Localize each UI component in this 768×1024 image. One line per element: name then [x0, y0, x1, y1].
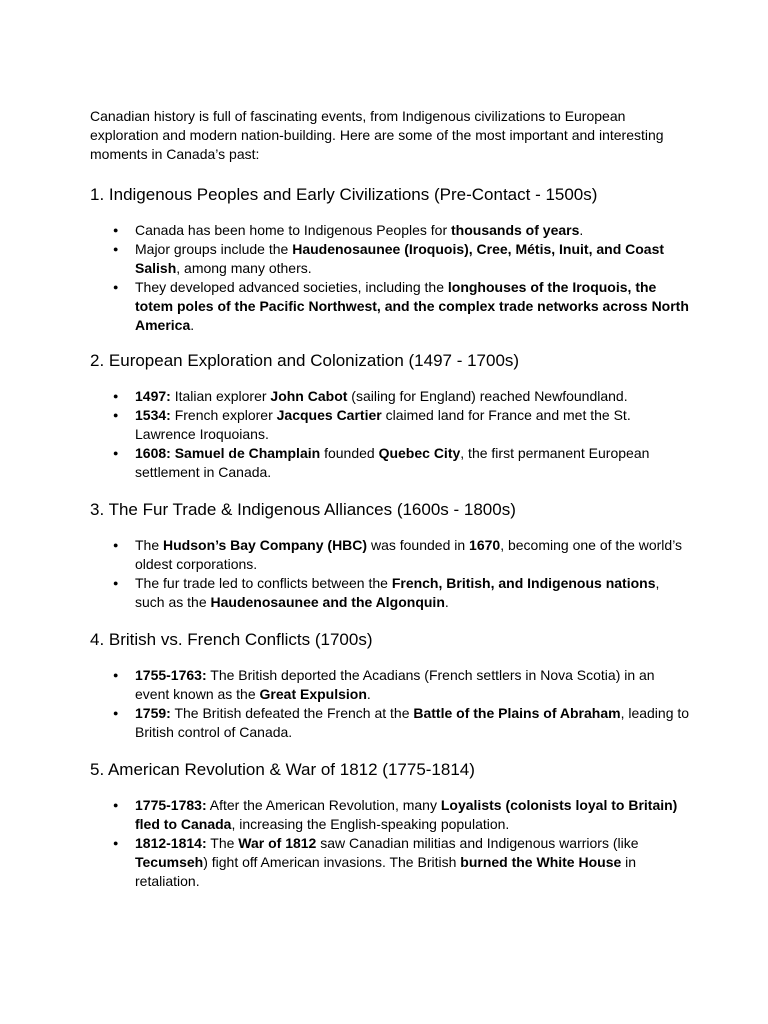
text-run: The [206, 835, 239, 851]
section-1-list [90, 221, 690, 335]
bold-text: 1534: [135, 407, 171, 423]
text-run: (sailing for England) reached Newfoundland. [347, 388, 628, 404]
text-run: , such as the [135, 575, 660, 610]
section-2-heading: 2. European Exploration and Colonization (1497 - 1700s) [90, 351, 520, 370]
text-run: The fur trade led to conflicts between the [135, 575, 392, 591]
text-run: French explorer [170, 407, 277, 423]
list-item [90, 240, 690, 278]
text-run: Canada has been home to Indigenous Peoples for [135, 222, 452, 238]
list-item [90, 278, 690, 335]
text-run: , among many others. [176, 260, 312, 276]
list-item [90, 666, 690, 704]
bold-text: War of 1812 [238, 835, 317, 851]
bold-text: 1775-1783: [135, 797, 207, 813]
bold-text: Great Expulsion [259, 686, 367, 702]
bold-text: longhouses of the Iroquois, the totem poles of the Pacific Northwest, and the complex trade networks across North America [135, 279, 689, 333]
bold-text: 1755-1763: [135, 667, 207, 683]
text-run: The [135, 537, 164, 553]
section-1-heading: 1. Indigenous Peoples and Early Civilizations (Pre-Contact - 1500s) [90, 185, 598, 204]
list-item [90, 574, 690, 612]
text-run: Italian explorer [170, 388, 271, 404]
bold-text: 1812-1814: [135, 835, 207, 851]
intro-paragraph: Canadian history is full of fascinating events, from Indigenous civilizations to European exploration and modern nation-building. Here are some of the most important and interesting moments in Canada’s past: [90, 108, 664, 162]
list-item [90, 221, 690, 240]
bold-text: John Cabot [270, 388, 348, 404]
text-run: Major groups include the [135, 241, 293, 257]
bold-text: Haudenosaunee and the Algonquin [210, 594, 445, 610]
bold-text: 1497: [135, 388, 171, 404]
bold-text: Hudson’s Bay Company (HBC) [163, 537, 368, 553]
text-run: . [579, 222, 584, 238]
list-item [90, 536, 690, 574]
text-run: The British defeated the French at the [170, 705, 414, 721]
bold-text: 1608: Samuel de Champlain [135, 445, 321, 461]
section-5-heading: 5. American Revolution & War of 1812 (1775-1814) [90, 760, 475, 779]
bold-text: burned the White House [460, 854, 622, 870]
text-run: claimed land for France and met the St. Lawrence Iroquoians. [135, 407, 631, 442]
bold-text: Battle of the Plains of Abraham [413, 705, 621, 721]
list-item [90, 834, 690, 891]
text-run: , becoming one of the world’s oldest corporations. [135, 537, 683, 572]
bold-text: Loyalists (colonists loyal to Britain) fled to Canada [135, 797, 678, 832]
text-run: , leading to British control of Canada. [135, 705, 690, 740]
text-run: . [366, 686, 371, 702]
text-run: They developed advanced societies, including the [135, 279, 448, 295]
bold-text: Tecumseh [135, 854, 204, 870]
list-item [90, 406, 690, 444]
list-item [90, 387, 690, 406]
document-page [90, 107, 690, 891]
bold-text: Haudenosaunee (Iroquois), Cree, Métis, Inuit, and Coast Salish [135, 241, 665, 276]
text-run: After the American Revolution, many [206, 797, 441, 813]
text-run: saw Canadian militias and Indigenous warriors (like [316, 835, 639, 851]
section-3-heading: 3. The Fur Trade & Indigenous Alliances (1600s - 1800s) [90, 500, 516, 519]
bold-text: 1670 [469, 537, 501, 553]
text-run: in retaliation. [135, 854, 637, 889]
section-5-list [90, 796, 690, 891]
bold-text: Jacques Cartier [276, 407, 382, 423]
list-item [90, 704, 690, 742]
text-run: , increasing the English-speaking population. [231, 816, 510, 832]
section-2-list [90, 387, 690, 482]
section-4-heading: 4. British vs. French Conflicts (1700s) [90, 630, 373, 649]
text-run: . [444, 594, 449, 610]
section-3-list [90, 536, 690, 612]
text-run: was founded in [367, 537, 470, 553]
list-item [90, 444, 690, 482]
bold-text: 1759: [135, 705, 171, 721]
text-run: , the first permanent European settlement in Canada. [135, 445, 650, 480]
text-run: The British deported the Acadians (French settlers in Nova Scotia) in an event known as the [135, 667, 655, 702]
text-run: founded [320, 445, 379, 461]
bold-text: Quebec City [378, 445, 461, 461]
list-item [90, 796, 690, 834]
section-4-list [90, 666, 690, 742]
text-run: ) fight off American invasions. The British [203, 854, 461, 870]
text-run: . [190, 317, 195, 333]
bold-text: French, British, and Indigenous nations [391, 575, 656, 591]
bold-text: thousands of years [451, 222, 580, 238]
